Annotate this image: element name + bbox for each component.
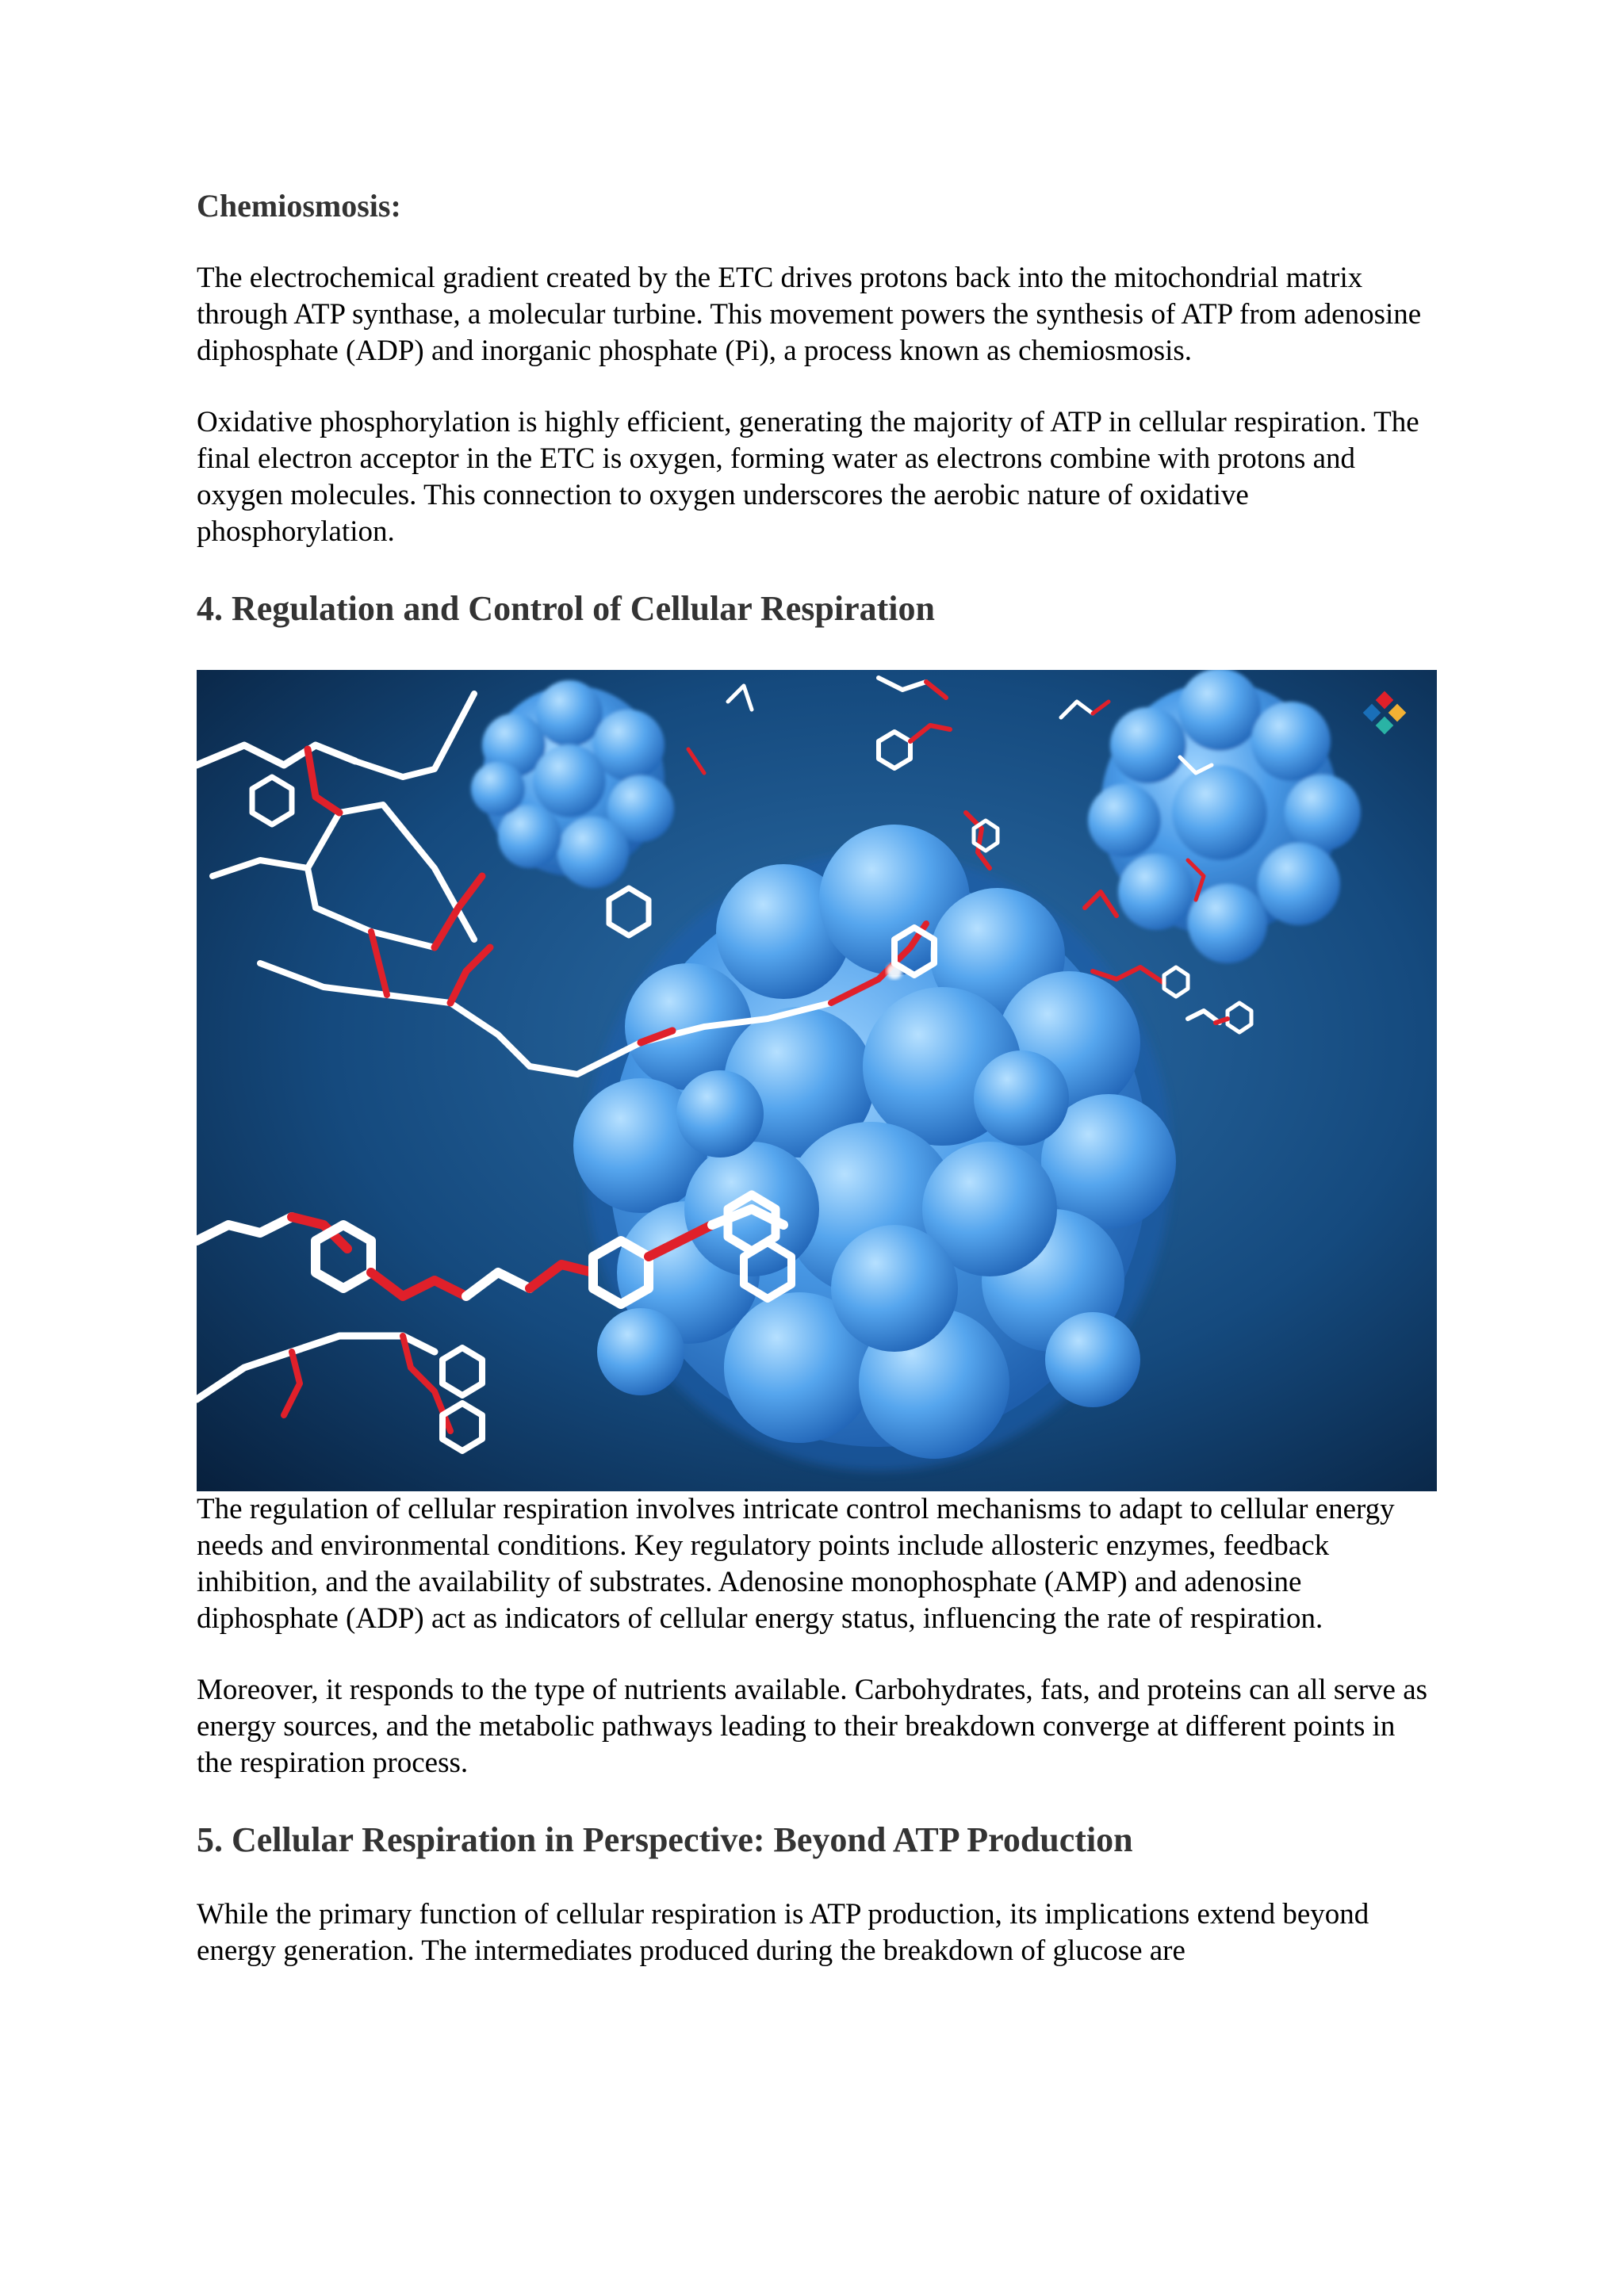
chemiosmosis-paragraph-2: Oxidative phosphorylation is highly efficient, generating the majority of ATP in cellular respiration. The final electron acceptor in the ETC is oxygen, forming water as electrons combine with protons and oxygen molecules. This connection to oxygen underscores the aerobic nature of oxidative phosphorylation.: [197, 406, 1419, 548]
section-4-paragraph-1: The regulation of cellular respiration involves intricate control mechanisms to adapt to cellular energy needs and environmental conditions. Key regulatory points include allosteric enzymes, feedback inhibition, and the availability of substrates. Adenosine monophosphate (AMP) and adenosine diphosphate (ADP) act as indicators of cellular energy status, influencing the rate of respiration.: [197, 1492, 1395, 1635]
enzyme-molecule-illustration: [197, 670, 1437, 1491]
section-5-heading: 5. Cellular Respiration in Perspective: Beyond ATP Production: [197, 1820, 1133, 1859]
chemiosmosis-heading: Chemiosmosis:: [197, 188, 401, 224]
section-5-paragraph-1: While the primary function of cellular respiration is ATP production, its implications extend beyond energy generation. The intermediates produced during the breakdown of glucose are: [197, 1897, 1369, 1967]
page-content: [197, 187, 1437, 1969]
light-glint: [887, 963, 902, 979]
chemiosmosis-paragraph-1: The electrochemical gradient created by the ETC drives protons back into the mitochondrial matrix through ATP synthase, a molecular turbine. This movement powers the synthesis of ATP from adenosine diphosphate (ADP) and inorganic phosphate (Pi), a process known as chemiosmosis.: [197, 262, 1422, 367]
section-4-heading: 4. Regulation and Control of Cellular Respiration: [197, 589, 935, 628]
section-4-paragraph-2: Moreover, it responds to the type of nutrients available. Carbohydrates, fats, and proteins can all serve as energy sources, and the metabolic pathways leading to their breakdown converge at different points in the respiration process.: [197, 1673, 1428, 1779]
